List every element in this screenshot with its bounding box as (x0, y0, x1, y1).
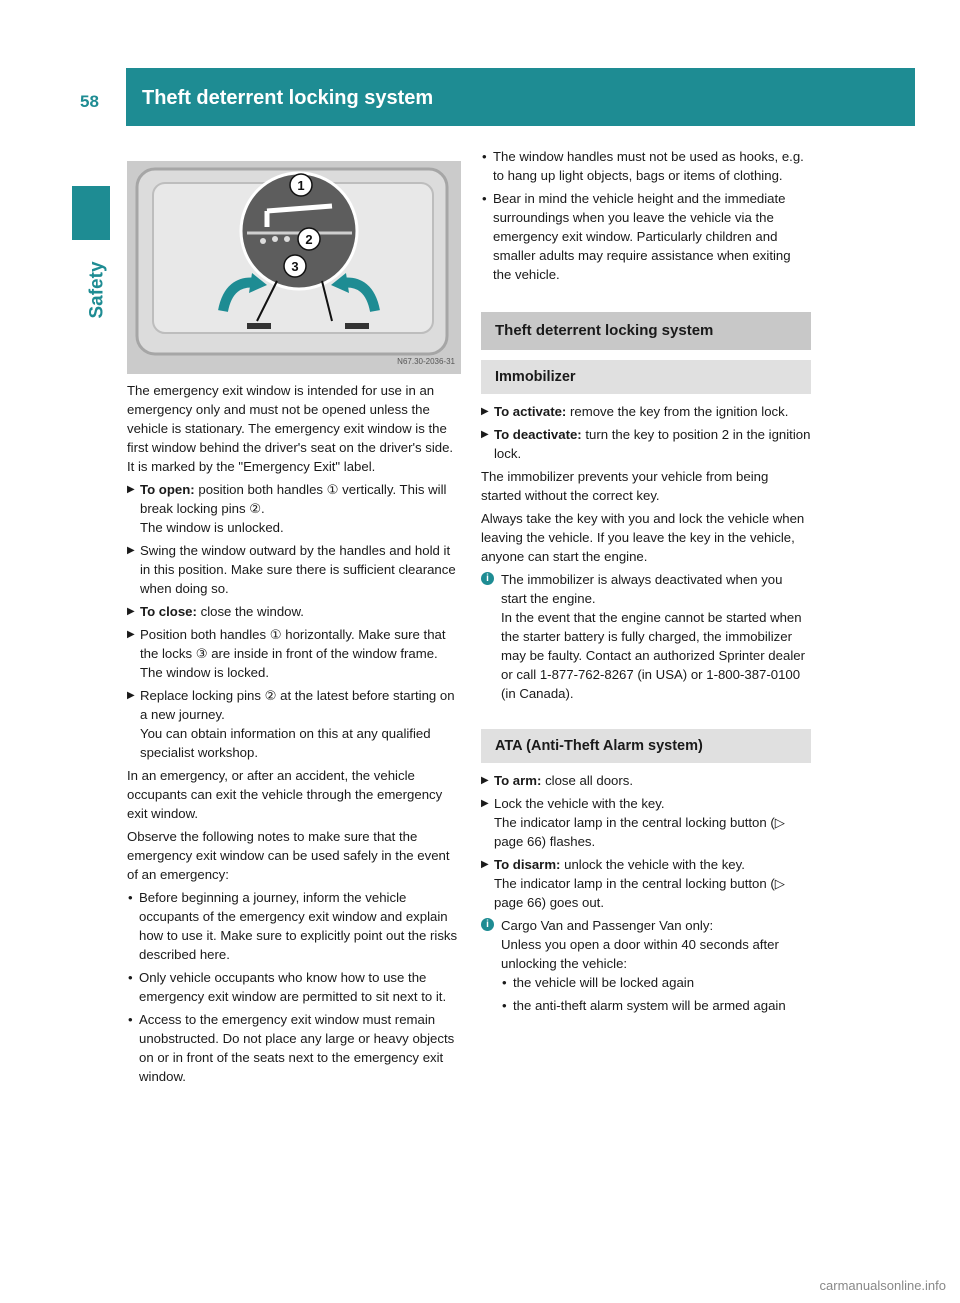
list-item: • Bear in mind the vehicle height and the immediate surroundings when you leave the vehicle via the emergency exit window. Particularly children and smaller adults may require assistance when exiting the vehicle. (482, 191, 791, 282)
bullet-icon: • (128, 890, 133, 905)
svg-text:1: 1 (297, 178, 305, 193)
immobilizer-paragraph: Always take the key with you and lock the vehicle when leaving the vehicle. If you leave the key in the vehicle, anyone can start the engine. (481, 511, 805, 564)
section-label: Safety (86, 261, 108, 319)
step-text: Position both handles ① horizontally. Make sure that the locks ③ are inside in front of the window frame. (140, 627, 446, 661)
step-result: The window is unlocked. (140, 520, 284, 535)
step-replace (127, 686, 461, 762)
figure-code: N67.30-2036-31 (397, 357, 455, 366)
bullet-icon: • (128, 970, 133, 985)
list-item: • the vehicle will be locked again (502, 975, 695, 990)
immobilizer-paragraph: The immobilizer prevents your vehicle from being started without the correct key. (481, 469, 769, 503)
svg-text:2: 2 (305, 232, 313, 247)
arrow-icon: ▶ (481, 429, 489, 440)
section-tab-block (72, 186, 110, 240)
bullet-icon: • (128, 1012, 133, 1027)
info-note: i Cargo Van and Passenger Van only: Unless you open a door within 40 seconds after unlocking the vehicle: • the vehicle will be locked again • the anti-theft alarm system will be armed again (481, 916, 811, 1015)
paragraph-emergency: In an emergency, or after an accident, the vehicle occupants can exit the vehicle through the emergency exit window. (127, 768, 443, 821)
callout-2 (298, 228, 320, 250)
step-close (127, 602, 461, 621)
arrow-icon: ▶ (127, 690, 135, 701)
step-deactivate: ▶ To deactivate: turn the key to position 2 in the ignition lock. (481, 427, 811, 461)
arrow-icon: ▶ (481, 775, 489, 786)
step-swing (127, 541, 461, 598)
info-note: i The immobilizer is always deactivated when you start the engine. In the event that the engine cannot be started when the starter battery is fully charged, the immobilizer may be faulty. Contact an authorized Sprinter dealer or call 1-877-762-8267 (in USA) or 1-800-387-0100 (in Canada). (481, 570, 811, 703)
callout-3 (284, 255, 306, 277)
step-arm: ▶ To arm: close all doors. (481, 773, 634, 788)
right-column (481, 147, 811, 1019)
left-column (127, 381, 461, 1090)
list-item: • Only vehicle occupants who know how to use the emergency exit window are permitted to sit next to it. (128, 970, 447, 1004)
subsection-heading-ata: ATA (Anti-Theft Alarm system) (481, 729, 811, 763)
bullet-icon: • (502, 975, 507, 990)
page-title: Theft deterrent locking system (142, 87, 434, 109)
step-lead: To close: (140, 604, 197, 619)
intro-paragraph: The emergency exit window is intended for use in an emergency only and must not be opened unless the vehicle is stationary. The emergency exit window is the first window behind the driver's seat on the driver's side. It is marked by the "Emergency Exit" label. (127, 383, 454, 474)
list-item: • Before beginning a journey, inform the vehicle occupants of the emergency exit window and explain how to use it. Make sure to explicitly point out the risks described here. (128, 890, 458, 962)
step-open (127, 480, 461, 537)
svg-text:3: 3 (291, 259, 299, 274)
step-position (127, 625, 461, 682)
watermark: carmanualsonline.info (819, 1278, 946, 1293)
list-item: • The window handles must not be used as hooks, e.g. to hang up light objects, bags or items of clothing. (482, 149, 804, 183)
bullet-icon: • (502, 998, 507, 1013)
step-text: Replace locking pins ② at the latest before starting on a new journey. (140, 688, 455, 722)
bullet-icon: • (482, 191, 487, 206)
bullet-icon: • (482, 149, 487, 164)
info-icon: i (481, 918, 494, 931)
paragraph-notes: Observe the following notes to make sure that the emergency exit window can be used safely in the event of an emergency: (127, 829, 450, 882)
step-disarm: ▶ To disarm: unlock the vehicle with the key. The indicator lamp in the central locking button (▷ page 66) goes out. (481, 857, 785, 910)
emergency-window-figure (127, 161, 461, 374)
subsection-heading-immobilizer: Immobilizer (481, 360, 811, 394)
section-heading: Theft deterrent locking system (481, 312, 811, 350)
step-text: Swing the window outward by the handles and hold it in this position. Make sure there is sufficient clearance when doing so. (140, 543, 456, 596)
page-number: 58 (80, 92, 99, 111)
arrow-icon: ▶ (481, 798, 489, 809)
list-item: • Access to the emergency exit window must remain unobstructed. Do not place any large or heavy objects on or in front of the seats next to the emergency exit window. (128, 1012, 455, 1084)
arrow-icon: ▶ (481, 859, 489, 870)
step-activate: ▶ To activate: remove the key from the ignition lock. (481, 404, 789, 419)
arrow-icon: ▶ (127, 629, 135, 640)
step-text: close the window. (200, 604, 304, 619)
step-result: You can obtain information on this at any qualified specialist workshop. (140, 726, 431, 760)
list-item: • the anti-theft alarm system will be armed again (502, 998, 786, 1013)
header-divider (123, 68, 126, 126)
step-result: The window is locked. (140, 665, 270, 680)
info-icon: i (481, 572, 494, 585)
step-text: position both handles ① vertically. This will break locking pins ②. (140, 482, 447, 516)
arrow-icon: ▶ (481, 406, 489, 417)
step-lock: ▶ Lock the vehicle with the key. The indicator lamp in the central locking button (▷ page 66) flashes. (481, 796, 785, 849)
arrow-icon: ▶ (127, 545, 135, 556)
arrow-icon: ▶ (127, 484, 135, 495)
callout-1 (290, 174, 312, 196)
arrow-icon: ▶ (127, 606, 135, 617)
step-lead: To open: (140, 482, 195, 497)
callout-layer (127, 161, 461, 374)
